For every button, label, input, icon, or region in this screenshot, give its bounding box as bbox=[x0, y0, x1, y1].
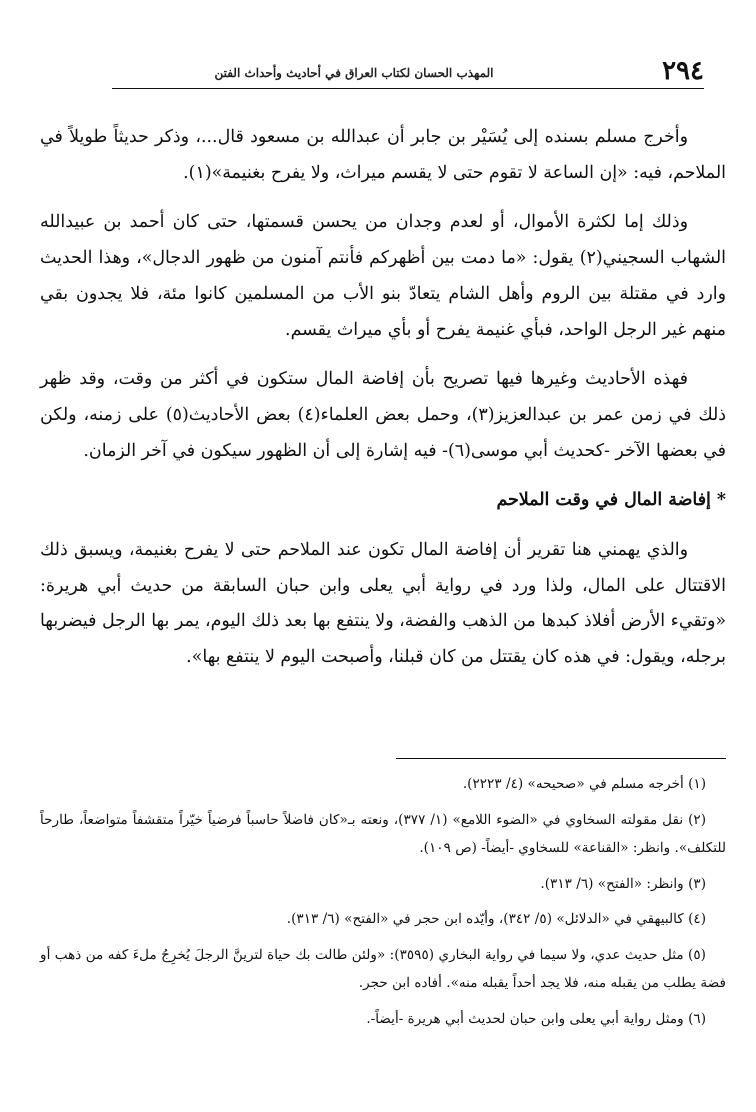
footnote-6: (٦) ومثل رواية أبي يعلى وابن حبان لحديث أبي هريرة -أيضاً-. bbox=[366, 1010, 706, 1027]
footnote-4: (٤) كالبيهقي في «الدلائل» (٥/ ٣٤٢)، وأيّده ابن حجر في «الفتح» (٦/ ٣١٣). bbox=[286, 911, 706, 927]
section-heading: * إفاضة المال في وقت الملاحم bbox=[496, 490, 726, 511]
paragraph-3: فهذه الأحاديث وغيرها فيها تصريح بأن إفاضة المال ستكون في أكثر من وقت، وقد ظهر ذلك في زمن عمر بن عبدالعزيز(٣)، وحمل بعض العلماء(٤) بعض الأحاديث(٥) على زمنه، ولكن في بعضها الآخر -كحديث أبي موسى(٦)- فيه إشارة إلى أن الظهور سيكون في آخر الزمان. bbox=[40, 369, 727, 461]
page-number: ٢٩٤ bbox=[662, 56, 704, 86]
paragraph-2: وذلك إما لكثرة الأموال، أو لعدم وجدان من يحسن قسمتها، حتى كان أحمد بن عبيدالله الشهاب السجيني(٢) يقول: «ما دمت بين أظهركم فأنتم آمنون من ظهور الدجال»، وهذا الحديث وارد في مقتلة بين الروم وأهل الشام يتعادّ بنو الأب من المسلمين كانوا مئة، فلا يجدون بقي منهم غير الرجل الواحد، فبأي غنيمة يفرح أو بأي ميراث يقسم. bbox=[40, 212, 726, 340]
running-title: المهذب الحسان لكتاب العراق في أحاديث وأحداث الفتن bbox=[214, 66, 494, 80]
page-header bbox=[112, 52, 704, 92]
footnote-divider bbox=[396, 758, 726, 759]
paragraph-1: وأخرج مسلم بسنده إلى يُسَيْر بن جابر أن عبدالله بن مسعود قال...، وذكر حديثاً طويلاً في الملاحم، فيه: «إن الساعة لا تقوم حتى لا يقسم ميراث، ولا يفرح بغنيمة»(١). bbox=[40, 127, 726, 183]
footnote-1: (١) أخرجه مسلم في «صحيحه» (٤/ ٢٢٢٣). bbox=[462, 776, 706, 792]
header-divider bbox=[112, 88, 704, 89]
footnote-5: (٥) مثل حديث عدي، ولا سيما في رواية البخاري (٣٥٩٥): «ولئن طالت بك حياة لترينَّ الرجلَ يُخرِجُ ملءَ كفه من ذهب أو فضة يطلب من يقبله منه، فلا يجد أحداً يقبله منه». أفاده ابن حجر. bbox=[40, 946, 726, 991]
footnote-3: (٣) وانظر: «الفتح» (٦/ ٣١٣). bbox=[540, 875, 706, 892]
paragraph-4: والذي يهمني هنا تقرير أن إفاضة المال تكون عند الملاحم حتى لا يفرح بغنيمة، ويسبق ذلك الاقتتال على المال، ولذا ورد في رواية أبي يعلى وابن حبان السابقة من حديث أبي هريرة: «وتقيء الأرض أفلاذ كبدها من الذهب والفضة، ولا ينتفع بها بعد ذلك اليوم، يمر بها الرجل فيضربها برجله، ويقول: في هذه كان يقتتل من كان قبلنا، وأصبحت اليوم لا ينتفع بها». bbox=[40, 540, 726, 668]
footnote-2: (٢) نقل مقولته السخاوي في «الضوء اللامع» (١/ ٣٧٧)، ونعته بـ«كان فاضلاً حاسباً فرضياً خيّراً متقشفاً متواضعاً، طارحاً للتكلف». وانظر: «القناعة» للسخاوي -أيضاً- (ص ١٠٩). bbox=[40, 811, 726, 856]
main-text bbox=[40, 120, 726, 690]
footnotes bbox=[40, 770, 726, 1040]
